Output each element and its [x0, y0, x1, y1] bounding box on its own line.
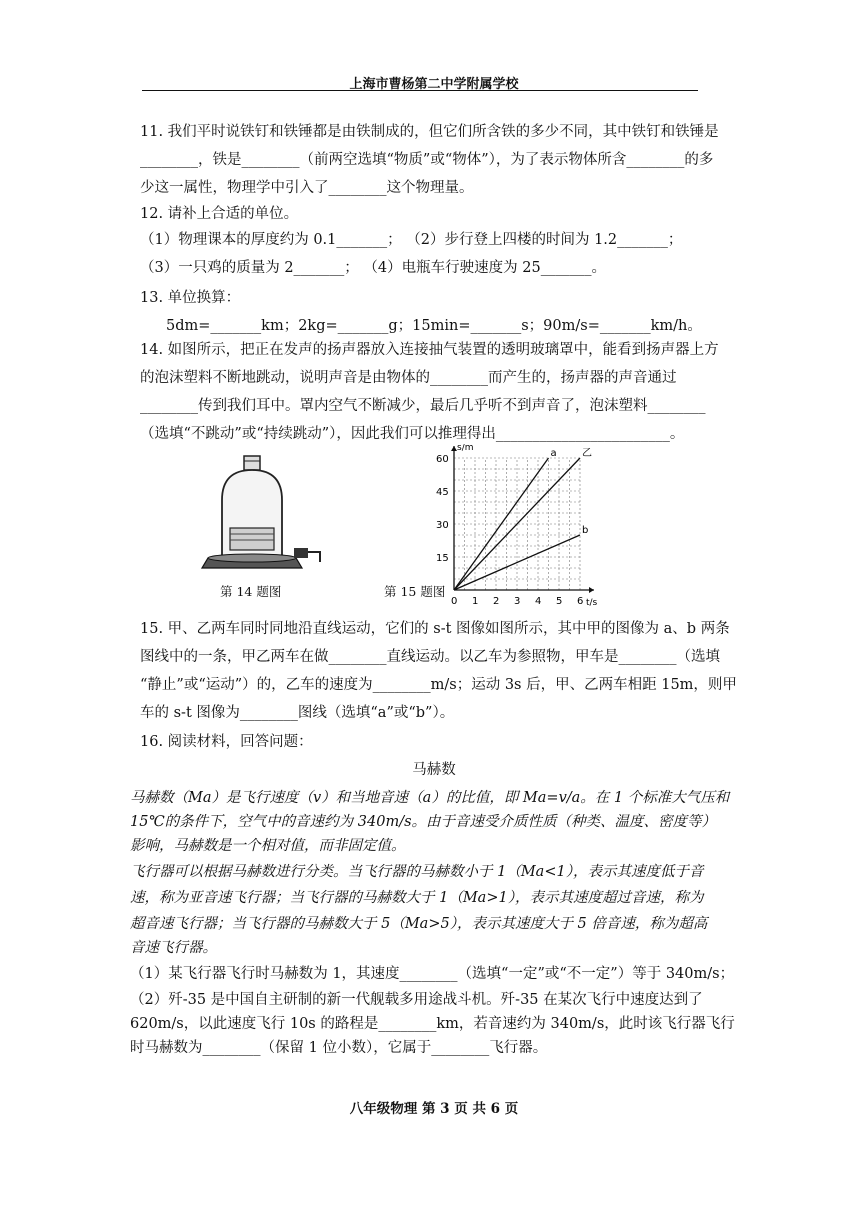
x-axis-arrow: [589, 587, 594, 593]
article-p3: 影响，马赫数是一个相对值，而非固定值。: [130, 838, 406, 854]
x-tick-label: 0: [451, 596, 458, 607]
x-tick-label: 3: [514, 596, 521, 607]
q16-sub4: 时马赫数为________（保留 1 位小数），它属于________飞行器。: [130, 1040, 548, 1056]
q16-sub2: （2）歼-35 是中国自主研制的新一代舰载多用途战斗机。歼-35 在某次飞行中速度达到了: [130, 992, 703, 1008]
q11-line3: 少这一属性，物理学中引入了________这个物理量。: [140, 180, 474, 196]
st-chart: [428, 444, 598, 612]
q11-line2: ________，铁是________（前两空选填“物质”或“物体”），为了表示物体所含________的多: [140, 152, 714, 168]
page-footer: 八年级物理 第 3 页 共 6 页: [349, 1101, 519, 1117]
x-tick-label: 1: [472, 596, 479, 607]
x-axis-label: t/s: [586, 598, 598, 608]
header-rule: [142, 90, 698, 91]
article-p1: 马赫数（Ma）是飞行速度（v）和当地音速（a）的比值，即 Ma=v/a。在 1 个标准大气压和: [130, 790, 730, 806]
article-p6: 超音速飞行器；当飞行器的马赫数大于 5（Ma>5），表示其速度大于 5 倍音速，称为超高: [130, 916, 708, 932]
q14-line2: 的泡沫塑料不断地跳动，说明声音是由物体的________而产生的，扬声器的声音通过: [140, 370, 677, 386]
q15-line4: 车的 s-t 图像为________图线（选填“a”或“b”）。: [140, 705, 455, 721]
q16-sub3: 620m/s，以此速度飞行 10s 的路程是________km，若音速约为 340m/s，此时该飞行器飞行: [130, 1016, 735, 1032]
series-label-b: b: [582, 525, 589, 536]
y-tick-label: 30: [436, 520, 449, 531]
q13-title: 13. 单位换算：: [140, 290, 241, 306]
q12-line2: （3）一只鸡的质量为 2_______； （4）电瓶车行驶速度为 25_______。: [140, 260, 606, 276]
y-tick-label: 15: [436, 553, 449, 564]
article-p2: 15℃的条件下，空气中的音速约为 340m/s。由于音速受介质性质（种类、温度、密度等）: [130, 814, 717, 830]
q12-line1: （1）物理课本的厚度约为 0.1_______； （2）步行登上四楼的时间为 1.2_______；: [140, 232, 683, 248]
article-p4: 飞行器可以根据马赫数进行分类。当飞行器的马赫数小于 1（Ma<1），表示其速度低于音: [130, 864, 704, 880]
x-tick-label: 6: [577, 596, 584, 607]
y-axis-label: s/m: [457, 444, 474, 453]
q15-line2: 图线中的一条，甲乙两车在做________直线运动。以乙车为参照物，甲车是________（选填: [140, 649, 720, 665]
series-label-乙: 乙: [582, 448, 592, 459]
series-label-a: a: [550, 448, 557, 459]
q13-line1: 5dm=_______km；2kg=_______g；15min=_______s；90m/s=_______km/h。: [166, 318, 702, 334]
q11-line1: 11. 我们平时说铁钉和铁锤都是由铁制成的，但它们所含铁的多少不同，其中铁钉和铁锤是: [140, 124, 719, 140]
q15-line1: 15. 甲、乙两车同时同地沿直线运动，它们的 s-t 图像如图所示，其中甲的图像为 a、b 两条: [140, 621, 730, 637]
article-title: 马赫数: [412, 762, 456, 778]
bell-jar-figure: [196, 450, 326, 580]
q16-sub1: （1）某飞行器飞行时马赫数为 1，其速度________（选填“一定”或“不一定”）等于 340m/s；: [130, 966, 735, 982]
x-tick-label: 4: [535, 596, 542, 607]
x-tick-label: 5: [556, 596, 563, 607]
article-p5: 速，称为亚音速飞行器；当飞行器的马赫数大于 1（Ma>1），表示其速度超过音速，称为: [130, 890, 704, 906]
article-p7: 音速飞行器。: [130, 940, 217, 956]
fig15-caption: 第 15 题图: [384, 584, 446, 599]
q14-line3: ________传到我们耳中。罩内空气不断减少，最后几乎听不到声音了，泡沫塑料________: [140, 398, 706, 414]
fig14-caption: 第 14 题图: [220, 584, 282, 599]
y-tick-label: 60: [436, 454, 449, 465]
q14-line4: （选填“不跳动”或“持续跳动”），因此我们可以推理得出________________________。: [140, 426, 685, 442]
q12-title: 12. 请补上合适的单位。: [140, 206, 299, 222]
y-tick-label: 45: [436, 487, 449, 498]
q15-line3: “静止”或“运动”）的，乙车的速度为________m/s；运动 3s 后，甲、乙两车相距 15m，则甲: [140, 677, 737, 693]
school-header: 上海市曹杨第二中学附属学校: [349, 77, 519, 92]
q14-line1: 14. 如图所示，把正在发声的扬声器放入连接抽气装置的透明玻璃罩中，能看到扬声器上方: [140, 342, 719, 358]
x-tick-label: 2: [493, 596, 500, 607]
q16-title: 16. 阅读材料，回答问题：: [140, 734, 313, 750]
